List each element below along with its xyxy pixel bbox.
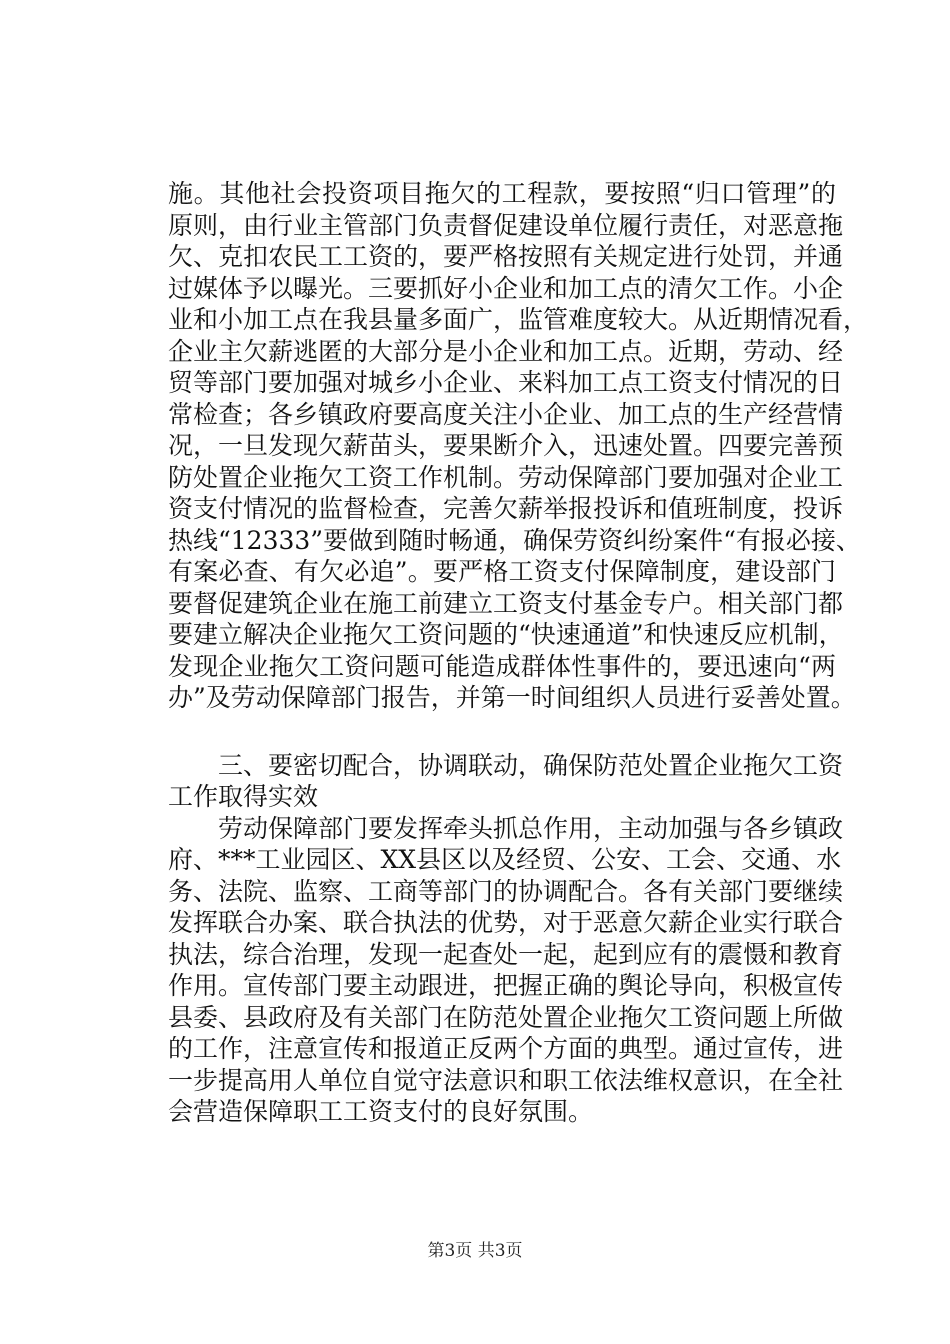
page-number-footer: 第3页 共3页 bbox=[427, 1241, 523, 1261]
text-line: 况，一旦发现欠薪苗头，要果断介入，迅速处置。四要完善预 bbox=[168, 431, 844, 460]
text-line: 要建立解决企业拖欠工资问题的“快速通道”和快速反应机制， bbox=[168, 620, 844, 649]
heading-line: 三、要密切配合，协调联动，确保防范处置企业拖欠工资 bbox=[168, 750, 844, 780]
text-line: 业和小加工点在我县量多面广，监管难度较大。从近期情况看， bbox=[168, 305, 869, 334]
text-line: 过媒体予以曝光。三要抓好小企业和加工点的清欠工作。小企 bbox=[168, 273, 844, 303]
text-line: 资支付情况的监督检查，完善欠薪举报投诉和值班制度，投诉 bbox=[168, 494, 844, 523]
text-line: 原则，由行业主管部门负责督促建设单位履行责任，对恶意拖 bbox=[168, 210, 844, 240]
text-line: 防处置企业拖欠工资工作机制。劳动保障部门要加强对企业工 bbox=[168, 462, 844, 492]
text-line: 发挥联合办案、联合执法的优势，对于恶意欠薪企业实行联合 bbox=[168, 908, 844, 937]
paragraph-spacer bbox=[168, 714, 836, 750]
text-line: 欠、克扣农民工工资的，要严格按照有关规定进行处罚，并通 bbox=[168, 242, 844, 271]
text-line: 劳动保障部门要发挥牵头抓总作用，主动加强与各乡镇政 bbox=[168, 813, 844, 843]
paragraph-2 bbox=[168, 813, 844, 1128]
text-line: 作用。宣传部门要主动跟进，把握正确的舆论导向，积极宣传 bbox=[168, 971, 844, 1000]
text-line: 一步提高用人单位自觉守法意识和职工依法维权意识，在全社 bbox=[168, 1065, 844, 1095]
text-line: 贸等部门要加强对城乡小企业、来料加工点工资支付情况的日 bbox=[168, 368, 844, 397]
document-body bbox=[168, 178, 869, 1128]
text-line: 府、***工业园区、XX县区以及经贸、公安、工会、交通、水 bbox=[168, 845, 842, 874]
text-line: 执法，综合治理，发现一起查处一起，起到应有的震慑和教育 bbox=[168, 939, 844, 969]
paragraph-1 bbox=[168, 178, 869, 714]
text-line: 有案必查、有欠必追”。要严格工资支付保障制度，建设部门 bbox=[168, 557, 836, 586]
text-line: 办”及劳动保障部门报告，并第一时间组织人员进行妥善处置。 bbox=[168, 683, 856, 712]
text-line: 施。其他社会投资项目拖欠的工程款，要按照“归口管理”的 bbox=[168, 179, 836, 208]
text-line: 发现企业拖欠工资问题可能造成群体性事件的，要迅速向“两 bbox=[168, 651, 836, 681]
text-line: 务、法院、监察、工商等部门的协调配合。各有关部门要继续 bbox=[168, 876, 844, 906]
text-line: 会营造保障职工工资支付的良好氛围。 bbox=[168, 1097, 594, 1126]
text-line: 要督促建筑企业在施工前建立工资支付基金专户。相关部门都 bbox=[168, 588, 844, 618]
text-line: 县委、县政府及有关部门在防范处置企业拖欠工资问题上所做 bbox=[168, 1002, 844, 1032]
text-line: 热线“12333”要做到随时畅通，确保劳资纠纷案件“有报必接、 bbox=[168, 525, 861, 555]
text-line: 企业主欠薪逃匿的大部分是小企业和加工点。近期，劳动、经 bbox=[168, 336, 844, 366]
text-line: 常检查；各乡镇政府要高度关注小企业、加工点的生产经营情 bbox=[168, 399, 844, 429]
section-heading bbox=[168, 750, 844, 813]
text-line: 的工作，注意宣传和报道正反两个方面的典型。通过宣传，进 bbox=[168, 1034, 844, 1063]
heading-line: 工作取得实效 bbox=[168, 782, 319, 811]
